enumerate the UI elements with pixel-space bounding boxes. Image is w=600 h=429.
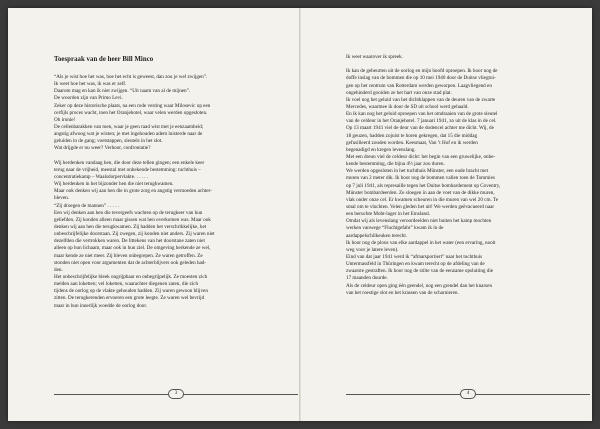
text-line: den.: [54, 266, 63, 273]
speech-title: Toespraak van de heer Bill Minco: [54, 56, 154, 63]
text-line: bleven.: [54, 195, 69, 202]
text-line: Ik weet waarover ik spreek.: [346, 54, 403, 60]
left-page: [8, 8, 300, 421]
text-line: 18 geuzen, hadden zojuist te horen gekregen, dat 15 die middag: [346, 132, 478, 139]
text-line: smal om te vluchten. Velen gleden het uit! We werden geëvacueerd naar: [346, 203, 495, 210]
text-line: Ik voel nog het geluid van het dichtklappen van de deuren van de zwarte: [346, 96, 496, 103]
right-page-footer: [346, 389, 590, 399]
text-line: van het roestige slot en het krassen van de scharnieren.: [346, 289, 459, 296]
text-line: Ik hoor nog de plons van elke aardappel in het water (een ervaring, nooit: [346, 239, 496, 246]
text-line: Daarom mag en kan ik niet zwijgen. “Uit naam van al de mijnen”.: [54, 88, 191, 95]
text-line: een beruchte Moht-lager in het Emsland.: [346, 211, 430, 218]
text-line: begenadigd en kregen levenslang.: [346, 146, 416, 153]
text-line: zwaarste gestraften. Ik hoor nog de stilte van de eenzame opsluiting die: [346, 268, 494, 275]
text-line: ongehinderd gooiden ze het hart van onze stad plat.: [346, 89, 452, 96]
text-line: “Zij droegen de mannen” . . . . .: [54, 202, 119, 209]
text-line: Mercedes, waarmee ik door de SD uit school werd gehaald.: [346, 103, 469, 110]
text-line: Het onbeschrijfelijke bleek ongrijpbaar en onbegrijpelijk. Ze moesten zich: [54, 273, 208, 280]
text-line: van de celdeur in het Oranjehotel. 7 januari 1941, zo uit de klas in de cel.: [346, 118, 497, 125]
text-line: werken vanwege “Fluchtgefahr” kwam ik in de: [346, 225, 444, 232]
text-line: Oh ironie!: [54, 116, 76, 123]
booklet-spread: [8, 8, 592, 421]
text-line: Wij herdenken vandaag hen, die door deze tellen gingen; een enkele keer: [54, 159, 205, 166]
text-line: Zeker op deze historische plaats, na een rode vesting waar Milosevic op een: [54, 102, 211, 109]
text-line: We werden opgesloten in het tuchthuis Münster, een oude bracht met: [346, 168, 488, 175]
text-line: gen op het centrum van Rotterdam werden geworpen. Laagvliegend en: [346, 82, 492, 89]
text-line: Omdat wij als levenslang veroordeelden niet buiten het kamp mochten: [346, 218, 492, 225]
right-page-text: [346, 54, 590, 297]
text-line: aardappelschilkeuken terecht.: [346, 232, 408, 239]
text-line: Münster bombardeerden. Ze sloegen in aan de voet van de dikke muren,: [346, 189, 495, 196]
text-line: En ik kan nog het geluid oproepen van het omdraaien van de grote sleutel: [346, 111, 498, 118]
text-line: concentratiekamp – Waalsdorpervlakte. . . . . .: [54, 173, 149, 180]
text-line: Met een dreun viel de celdeur dicht: het begin van een gruwelijke, onbe-: [346, 153, 496, 160]
page-number: 4: [460, 389, 476, 399]
text-line: Wat drijgde er nu weer? Verhoor, confrontatie?: [54, 145, 151, 152]
text-line: Wij herdenken in het bijzonder hen die niet terugkwamen.: [54, 181, 174, 188]
text-line: tijdens de oorlog op de vlakte gehouden hadden. Zij waren gewoon blijven: [54, 288, 208, 295]
text-line: stonden niet open voor argumenten dat de achterblijvers ook geleden had-: [54, 259, 207, 266]
text-line: maar kende ze niet meer. Zij bleven onbegrepen. Ze waren getroffen. Ze: [54, 252, 203, 259]
text-line: angstig afwoog wat je wisten; je met ingehouden adem luisterde naar de: [54, 131, 203, 138]
text-line: cerfijls proces wacht, toen het Oranjehotel, waar velen werden opgesloten.: [54, 109, 208, 116]
left-page-text: [54, 74, 298, 310]
text-line: De cellenbarakken van toen, waar je geen raad wist met je eenzaamheid;: [54, 123, 204, 130]
text-line: dezelfden die vertrokken waren. De littekens van het doorstane zaten niet: [54, 238, 205, 245]
text-line: De woorden zijn van Primo Levi.: [54, 95, 123, 102]
text-line: Ik weet hoe het was, ik was er zelf.: [54, 81, 127, 88]
right-page: [300, 8, 592, 421]
text-line: Maar ook denken wij aan hen die in grote zorg en angstig vermoeden achter-: [54, 188, 212, 195]
text-line: denken wij aan hen die terugkwamen. Zij hadden het verschrikkelijke, het: [54, 223, 207, 230]
text-line: Untermassfeld in Thüringen en kwam terecht op de afdeling van de: [346, 261, 485, 268]
text-line: alleen op hun lichaam, maar ook in hun ziel. De omgeving herkende ze wel,: [54, 245, 211, 252]
page-number: 3: [168, 389, 184, 399]
text-line: kende bestemming, die bijna 4½ jaar zou duren.: [346, 161, 445, 168]
text-line: gefusilleerd zouden worden. Keesmaat, Van ’t Hof en ik werden: [346, 139, 478, 146]
text-line: Op 13 maart 1941 viel de deur van de dodencel achter me dicht. Wij, de: [346, 125, 494, 132]
text-line: muren van 2 meter dik. Ik hoor nog de bommen vallen toen de Tommies: [346, 175, 495, 182]
text-line: weg voor je latere leven).: [346, 246, 399, 253]
text-line: Een wij denken aan hen die tevergeefs wachten op de terugkeer van hun: [54, 209, 203, 216]
text-line: op 7 juli 1941, als represaille tegen het Duitse bombardement op Coventry,: [346, 182, 501, 189]
left-page-footer: [54, 389, 298, 399]
text-line: “Als je wist hoe het was, hoe het echt is geweest, dan zou je wel zwijgen”.: [54, 74, 208, 80]
text-line: maar in hun innerlijk woedde de oorlog door.: [54, 302, 148, 309]
text-line: [54, 153, 298, 160]
text-line: Als de celdeur open ging één geendel, nog een grendel dan het knarsen: [346, 282, 493, 289]
text-line: vlak onder onze cel. Er kwamen scheuren in die muren van wel 20 cm. Te: [346, 196, 498, 203]
text-line: zitten. De terugkerenden ervoeren een grote leegte. Ze waren wel bevrijd: [54, 295, 205, 302]
text-line: doffe inslag van de bommen die op 10 mei 1940 door de Duitse vliegtui-: [346, 75, 496, 82]
text-line: terug naar de vrijheid, meestal met onbekende bestemming: tuchthuis –: [54, 166, 201, 173]
text-line: geluiden in de gang; voetstappen, sleutels in het slot.: [54, 138, 163, 145]
text-line: onbeschrijfelijke doorstaan. Zij zwegen, zij konden niet anders. Zij waren niet: [54, 231, 215, 238]
text-line: 17 maanden duurde.: [346, 275, 388, 282]
text-line: melden aan loketten; vel loketten, waarachter diegenen zaten, die zich: [54, 281, 199, 288]
text-line: Ik kan de gebeurten uit de oorlog en mijn hoofd oproepen. Ik hoor nog de: [346, 68, 498, 75]
text-line: geliefden. Zij konden alleen maar gissen wat hen overkomen was. Maar ook: [54, 216, 211, 223]
text-line: Eind van dat jaar 1941 werd ik “afmarsportiert” naar het tuchthuis: [346, 253, 483, 260]
